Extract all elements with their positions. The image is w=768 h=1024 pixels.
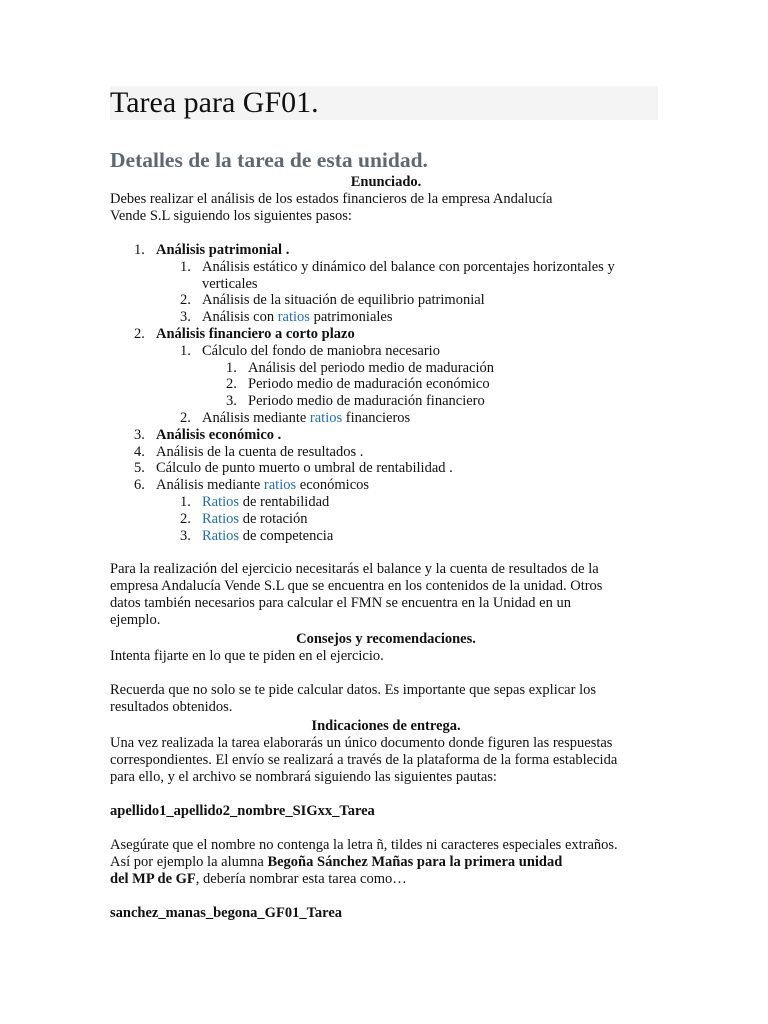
realizacion-line: datos también necesarios para calcular el FMN se encuentra en la Unidad en un [110,595,571,612]
ratios-link[interactable]: ratios [263,477,297,494]
list-item: 1. Cálculo del fondo de maniobra necesario 1. Análisis del periodo medio de maduración 2. Periodo medio de maduración económico 3. Periodo medio de maduración financiero [156,343,662,410]
list-item: 6. Análisis mediante ratios económicos 1. Ratios de rentabilidad 2. Ratios de rotación 3. Ratios de competencia [110,477,662,544]
list-item: 1. Ratios de rentabilidad [180,493,330,510]
ratios-link[interactable]: Ratios [202,493,240,510]
list-item: 3. Análisis con ratios patrimoniales [180,309,393,326]
title-bar [110,86,658,120]
list-item: 3. Análisis económico . [134,426,282,443]
entrega-line: para ello, y el archivo se nombrará siguiendo las siguientes pautas: [110,769,497,786]
entrega-line: correspondientes. El envío se realizará a través de la plataforma de la forma establecida [110,752,618,769]
steps-list [110,242,662,544]
list-item: 1. Análisis del periodo medio de maduración [226,359,495,376]
entrega-note: del MP de GF, debería nombrar esta tarea como… [110,871,407,888]
ratios-link[interactable]: Ratios [202,527,240,544]
entrega-line: Una vez realizada la tarea elaborarás un único documento donde figuren las respuestas [110,735,613,752]
list-item: 5. Cálculo de punto muerto o umbral de rentabilidad . [134,460,453,477]
ratios-link[interactable]: Ratios [202,510,240,527]
document-page [110,86,662,922]
filename-pattern: apellido1_apellido2_nombre_SIGxx_Tarea [110,803,375,820]
realizacion-line: empresa Andalucía Vende S.L que se encuentra en los contenidos de la unidad. Otros [110,578,603,595]
list-item: 3. Ratios de competencia [180,527,334,544]
entrega-note: Asegúrate que el nombre no contenga la letra ñ, tildes ni caracteres especiales extraños. [110,837,618,854]
list-item: 1. Análisis estático y dinámico del balance con porcentajes horizontales y verticales [180,258,615,292]
section-title: Detalles de la tarea de esta unidad. [110,148,428,172]
list-item: 2. Análisis financiero a corto plazo 1. Cálculo del fondo de maniobra necesario 1. Análisis del periodo medio de maduración 2. Periodo medio de maduración económico 3. Periodo medio de maduración financiero 2. Análisis mediante ratios financieros [110,326,662,427]
page-title: Tarea para GF01. [110,86,319,119]
list-item: 2. Periodo medio de maduración económico [226,376,490,393]
enunciado-intro: Debes realizar el análisis de los estados financieros de la empresa Andalucía [110,191,553,207]
consejos-heading: Consejos y recomendaciones. [296,631,476,648]
realizacion-line: Para la realización del ejercicio necesitarás el balance y la cuenta de resultados de la [110,561,599,578]
list-item: 1. Análisis patrimonial . 1. Análisis estático y dinámico del balance con porcentajes horizontales y verticales 2. Análisis de la situación de equilibrio patrimonial 3. Análisis con ratios patrimoniales [110,242,662,326]
ratios-link[interactable]: ratios [309,409,343,426]
list-item: 2. Análisis de la situación de equilibrio patrimonial [180,292,485,309]
consejos-text: Intenta fijarte en lo que te piden en el ejercicio. [110,648,384,665]
entrega-heading: Indicaciones de entrega. [311,718,461,735]
realizacion-line: ejemplo. [110,612,161,629]
list-item: 2. Ratios de rotación [180,510,308,527]
ratios-link[interactable]: ratios [277,309,310,326]
enunciado-intro-2: Vende S.L siguiendo los siguientes pasos: [110,208,352,224]
list-item: 3. Periodo medio de maduración financiero [226,393,485,410]
list-item: 4. Análisis de la cuenta de resultados . [134,443,364,460]
list-item: 2. Análisis mediante ratios financieros [180,409,411,426]
consejos-text: Recuerda que no solo se te pide calcular datos. Es importante que sepas explicar los [110,682,596,699]
entrega-note: Así por ejemplo la alumna Begoña Sánchez Mañas para la primera unidad [110,854,563,871]
enunciado-heading: Enunciado. [350,174,422,190]
consejos-text: resultados obtenidos. [110,699,233,716]
filename-example: sanchez_manas_begona_GF01_Tarea [110,905,343,922]
